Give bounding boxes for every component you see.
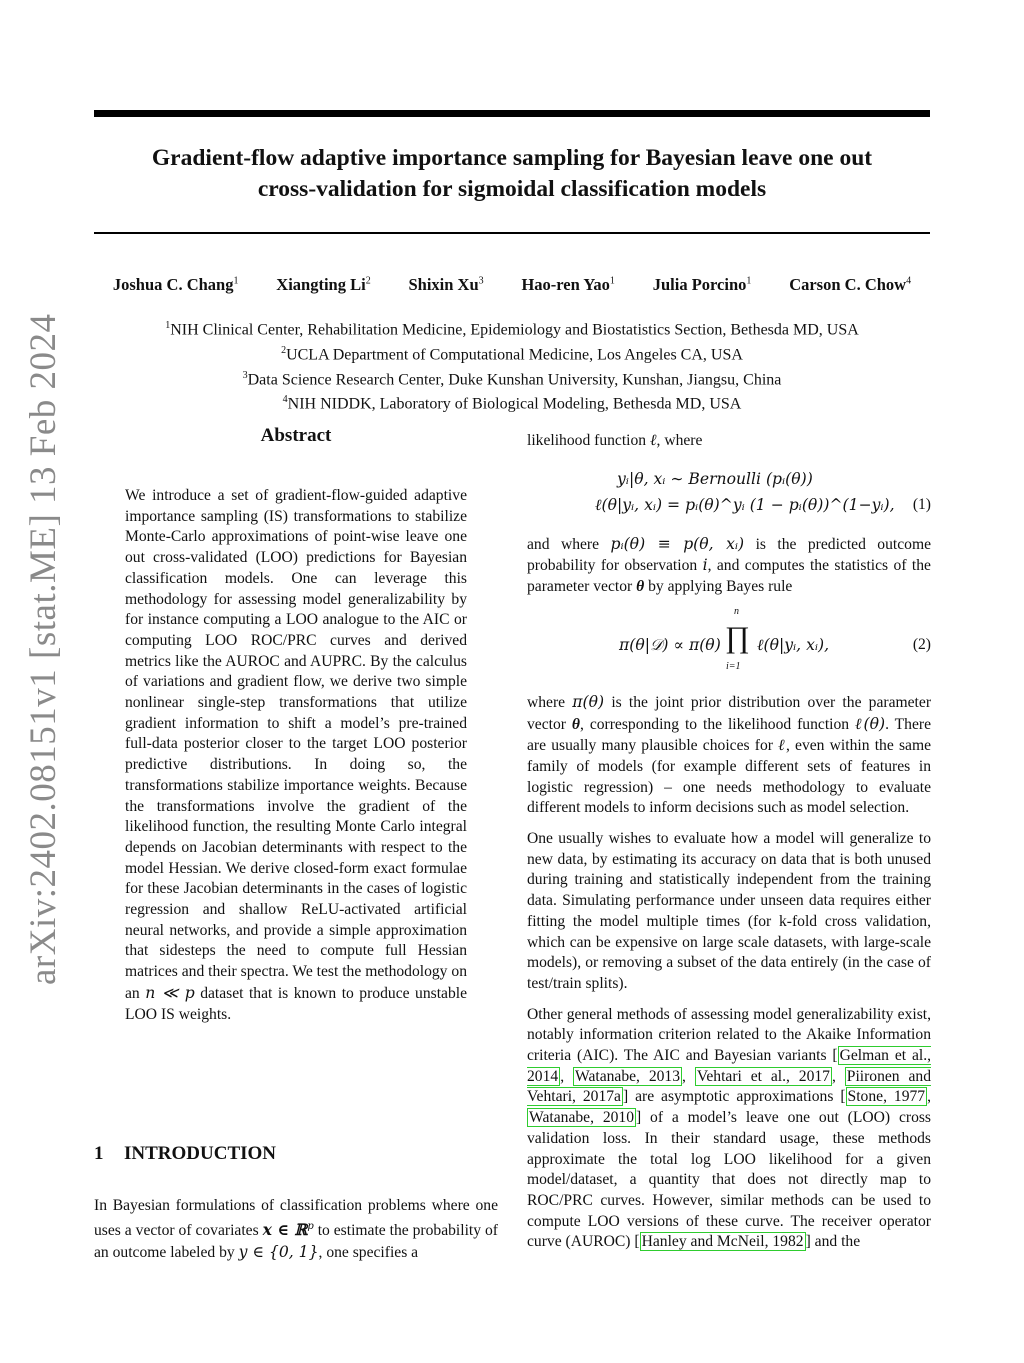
citation-link[interactable]: Gelman et al., 2014 [527,1047,932,1085]
abstract-heading: Abstract [260,425,332,446]
equation-2-rhs: ℓ(θ|yᵢ, xᵢ), [757,635,830,654]
affiliation: $^2$UCLA Department of Computational Medicine, Los Angeles CA, USA [281,344,743,364]
citation-link[interactable]: Vehtari et al., 2017 [696,1067,830,1085]
equation-2-product: ∏ [725,620,750,654]
citation-link[interactable]: Watanabe, 2013 [574,1067,681,1085]
paper-title [94,143,930,205]
author: Hao-ren Yao$^1$ [521,275,615,294]
paragraph: One usually wishes to evaluate how a model will generalize to new data, by estimating its accuracy on data that is both unused during training and statistically independent from the training data. Simulating performance under unseen data requires either fitting the model multiple times (for k-fold cross validation, which can be expensive on large scale datasets, with large-scale models), or removing a subset of the data entirely (in the case of test/train splits). [527,830,931,992]
equation-number: (1) [912,495,931,513]
arxiv-side-stamp: arXiv:2402.08151v1 [stat.ME] 13 Feb 2024 [23,313,64,985]
author: Joshua C. Chang$^1$ [112,275,239,294]
intro-paragraph: In Bayesian formulations of classification problems where one uses a vector of covariates x ∈ ℝ$^p$ to estimate the probability of an outcome labeled by y ∈ {0, 1}, one specifies a [94,1197,498,1261]
paragraph: and where pᵢ(θ) ≡ p(θ, xᵢ) is the predicted outcome probability for observation i, and computes the statistics of the parameter vector θ by applying Bayes rule [527,534,932,596]
equation-2-upper-limit: n [734,605,739,617]
left-column [94,425,498,1025]
equation-2 [527,606,931,680]
section-number: 1 [94,1143,104,1164]
author: Xiangting Li$^2$ [276,275,371,294]
author: Shixin Xu$^3$ [408,275,484,294]
title-line: Gradient-flow adaptive importance sampling for Bayesian leave one out [151,145,873,171]
paragraph: likelihood function ℓ, where [527,431,703,449]
citation-link[interactable]: Watanabe, 2010 [529,1109,635,1127]
author: Julia Porcino$^1$ [652,275,752,294]
title-line: cross-validation for sigmoidal classification models [257,176,767,202]
title-bottom-rule [94,232,930,234]
section-title: INTRODUCTION [124,1143,277,1164]
equation-2-lhs: π(θ|𝒟) ∝ π(θ) [619,635,721,654]
title-top-rule [94,110,930,117]
author-list [94,275,930,295]
equation-1-line: yᵢ|θ, xᵢ ∼ Bernoulli (pᵢ(θ)) [617,469,813,488]
abstract-text: We introduce a set of gradient-flow-guided adaptive importance sampling (IS) transformations to stabilize Monte-Carlo approximations of point-wise leave one out cross-validated (LOO) predictions for Bayesian classification models. One can leverage this methodology for assessing model generalizability by for instance computing a LOO analogue to the AIC or computing LOO ROC/PRC curves and derived metrics like the AUROC and AUPRC. By the calculus of variations and gradient flow, we derive two simple nonlinear single-step transformations that utilize gradient information to shift a model’s pre-trained full-data posterior closer to the target LOO posterior predictive distributions. In doing so, the transformations stabilize importance weights. Because the transformations involve the gradient of the likelihood function, the resulting Monte Carlo integral depends on Jacobian determinants with respect to the model Hessian. We derive closed-form exact formulae for these Jacobian determinants in the cases of logistic regression and shallow ReLU-activated artificial neural networks, and provide a simple approximation that sidesteps the need to compute full Hessian matrices and their spectra. We test the methodology on an n ≪ p dataset that is known to produce unstable LOO IS weights. [125,487,467,1023]
equation-1 [527,470,931,522]
right-column [527,430,931,1253]
citation-link[interactable]: Piironen and Vehtari, 2017a [527,1067,932,1106]
section-heading-introduction [94,1143,276,1165]
paragraph: where π(θ) is the joint prior distribution over the parameter vector θ, corresponding to the likelihood function ℓ(θ). There are usually many plausible choices for ℓ, even within the same family of models (for example different sets of features in logistic regression) – one needs methodology to evaluate different models to inform decisions such as model selection. [527,692,932,817]
affiliation: $^4$NIH NIDDK, Laboratory of Biological Modeling, Bethesda MD, USA [282,394,742,413]
equation-1-line: ℓ(θ|yᵢ, xᵢ) = pᵢ(θ)^yᵢ (1 − pᵢ(θ))^(1−yᵢ), [595,495,895,514]
paragraph: Other general methods of assessing model generalizability exist, notably information criterion related to the Akaike Information criteria (AIC). The AIC and Bayesian variants [ Gelman et al., 2014 , Watanabe, 2013 , Vehtari et al., 2017 , Piironen and Vehtari, 2017a ] are asymptotic approximations [ Stone, 1977 , Watanabe, 2010 ] of a model’s leave one out (LOO) cross validation loss. In their standard usage, these methods approximate the total log LOO likelihood for a given model/dataset, a quantity that does not directly map to ROC/PRC curves. However, similar methods can be used to compute LOO versions of these curve. The receiver operator curve (AUROC) [ Hanley and McNeil, 1982 ] and the [527,1005,932,1251]
citation-link[interactable]: Hanley and McNeil, 1982 [641,1233,804,1251]
equation-2-lower-limit: i=1 [726,660,741,672]
citation-link[interactable]: Stone, 1977 [847,1088,926,1106]
equation-number: (2) [912,635,931,653]
affiliation: $^1$NIH Clinical Center, Rehabilitation Medicine, Epidemiology and Biostatistics Section, Bethesda MD, USA [165,320,859,339]
affiliation: $^3$Data Science Research Center, Duke Kunshan University, Kunshan, Jiangsu, China [242,369,782,388]
affiliation-list [94,316,930,415]
author: Carson C. Chow$^4$ [789,275,912,294]
